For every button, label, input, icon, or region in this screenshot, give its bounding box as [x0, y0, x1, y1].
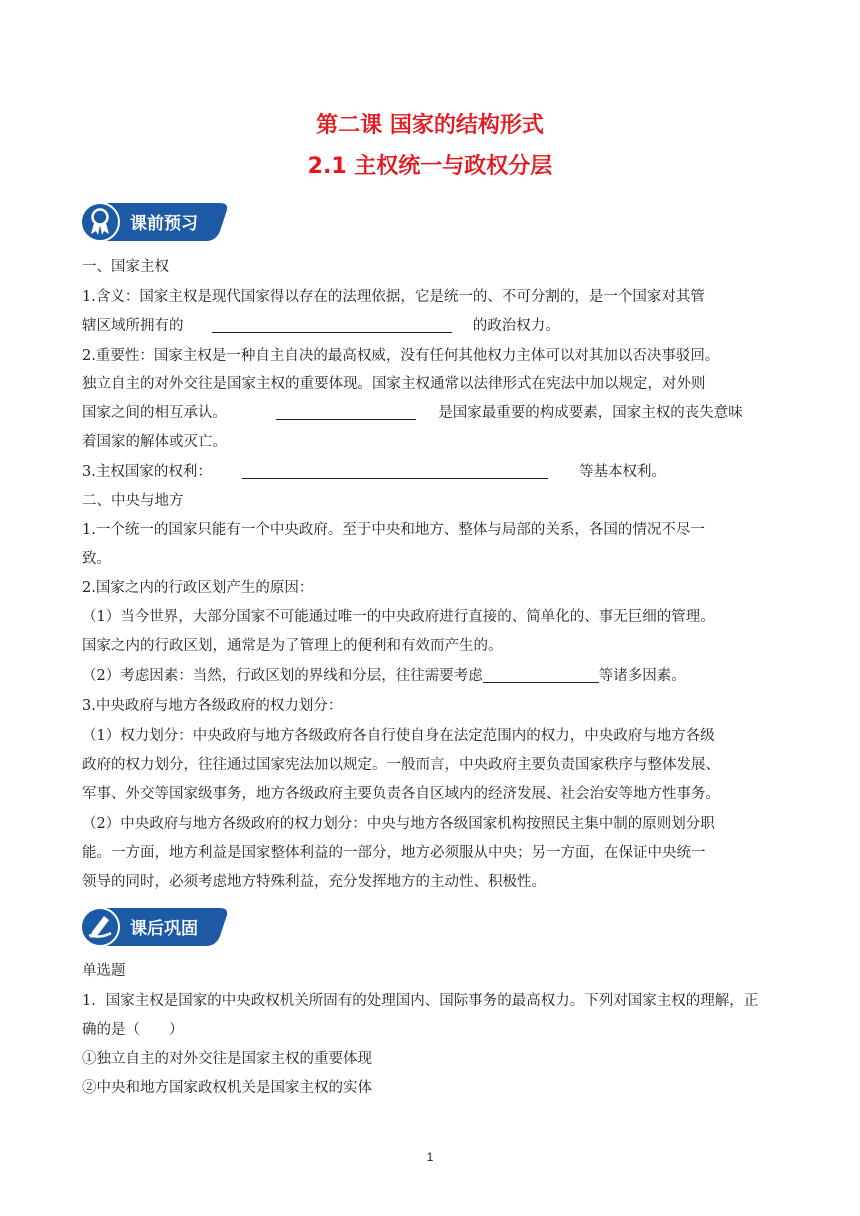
text-line: 致。	[82, 551, 111, 567]
text-line: 政府的权力划分，往往通过国家宪法加以规定。一般而言，中央政府主要负责国家秩序与整体发展、	[82, 757, 720, 773]
question-stem: 确的是（ ）	[82, 1022, 184, 1038]
question-option: ①独立自主的对外交往是国家主权的重要体现	[82, 1051, 372, 1067]
text-line: 领导的同时，必须考虑地方特殊利益，充分发挥地方的主动性、积极性。	[82, 874, 546, 890]
text-line: 国家之内的行政区划，通常是为了管理上的便利和有效而产生的。	[82, 638, 503, 654]
badge-label: 课后巩固	[130, 919, 198, 939]
pre-study-badge	[80, 201, 230, 243]
text-line: 独立自主的对外交往是国家主权的重要体现。国家主权通常以法律形式在宪法中加以规定，对外则	[82, 376, 706, 392]
text-line: 1.一个统一的国家只能有一个中央政府。至于中央和地方、整体与局部的关系，各国的情况不尽一	[82, 522, 705, 538]
text-line: 辖区域所拥有的 的政治权力。	[82, 313, 782, 339]
page-number: 1	[426, 1150, 434, 1164]
lesson-title: 第二课 国家的结构形式	[316, 113, 544, 138]
text-line: 3.主权国家的权利： 等基本权利。	[82, 459, 782, 485]
text-line: 国家之间的相互承认。 是国家最重要的构成要素，国家主权的丧失意味	[82, 400, 782, 426]
post-study-badge	[80, 906, 230, 948]
fill-blank[interactable]	[212, 314, 452, 333]
section-title: 2.1 主权统一与政权分层	[307, 154, 553, 179]
text-line: 2.重要性：国家主权是一种自主自决的最高权威，没有任何其他权力主体可以对其加以否决事驳回。	[82, 348, 720, 364]
text-line: 着国家的解体或灭亡。	[82, 434, 227, 450]
badge-label: 课前预习	[130, 214, 198, 234]
text-line: （2）中央政府与地方各级政府的权力划分：中央与地方各级国家机构按照民主集中制的原则划分职	[82, 816, 715, 832]
text-line: 能。一方面，地方利益是国家整体利益的一部分，地方必须服从中央；另一方面，在保证中央统一	[82, 845, 706, 861]
text-line: 3.中央政府与地方各级政府的权力划分：	[82, 698, 343, 714]
question-stem: 1．国家主权是国家的中央政权机关所固有的处理国内、国际事务的最高权力。下列对国家主权的理解，正	[82, 993, 759, 1009]
text-line: （1）当今世界，大部分国家不可能通过唯一的中央政府进行直接的、简单化的、事无巨细的管理。	[82, 609, 715, 625]
text-line: 军事、外交等国家级事务，地方各级政府主要负责各自区域内的经济发展、社会治安等地方性事务。	[82, 786, 720, 802]
heading-sovereignty: 一、国家主权	[82, 259, 169, 275]
fill-blank[interactable]	[242, 460, 548, 479]
text-line: （2）考虑因素：当然，行政区划的界线和分层，往往需要考虑 等诸多因素。	[82, 663, 782, 689]
heading-single-choice: 单选题	[82, 963, 126, 979]
text-line: 2.国家之内的行政区划产生的原因：	[82, 580, 314, 596]
heading-central-local: 二、中央与地方	[82, 493, 184, 509]
question-option: ②中央和地方国家政权机关是国家主权的实体	[82, 1080, 372, 1096]
text-line: （1）权力划分：中央政府与地方各级政府各自行使自身在法定范围内的权力，中央政府与地方各级	[82, 728, 715, 744]
text-line: 1.含义：国家主权是现代国家得以存在的法理依据，它是统一的、不可分割的，是一个国家对其管	[82, 289, 705, 305]
fill-blank[interactable]	[483, 664, 599, 683]
fill-blank[interactable]	[276, 401, 416, 420]
